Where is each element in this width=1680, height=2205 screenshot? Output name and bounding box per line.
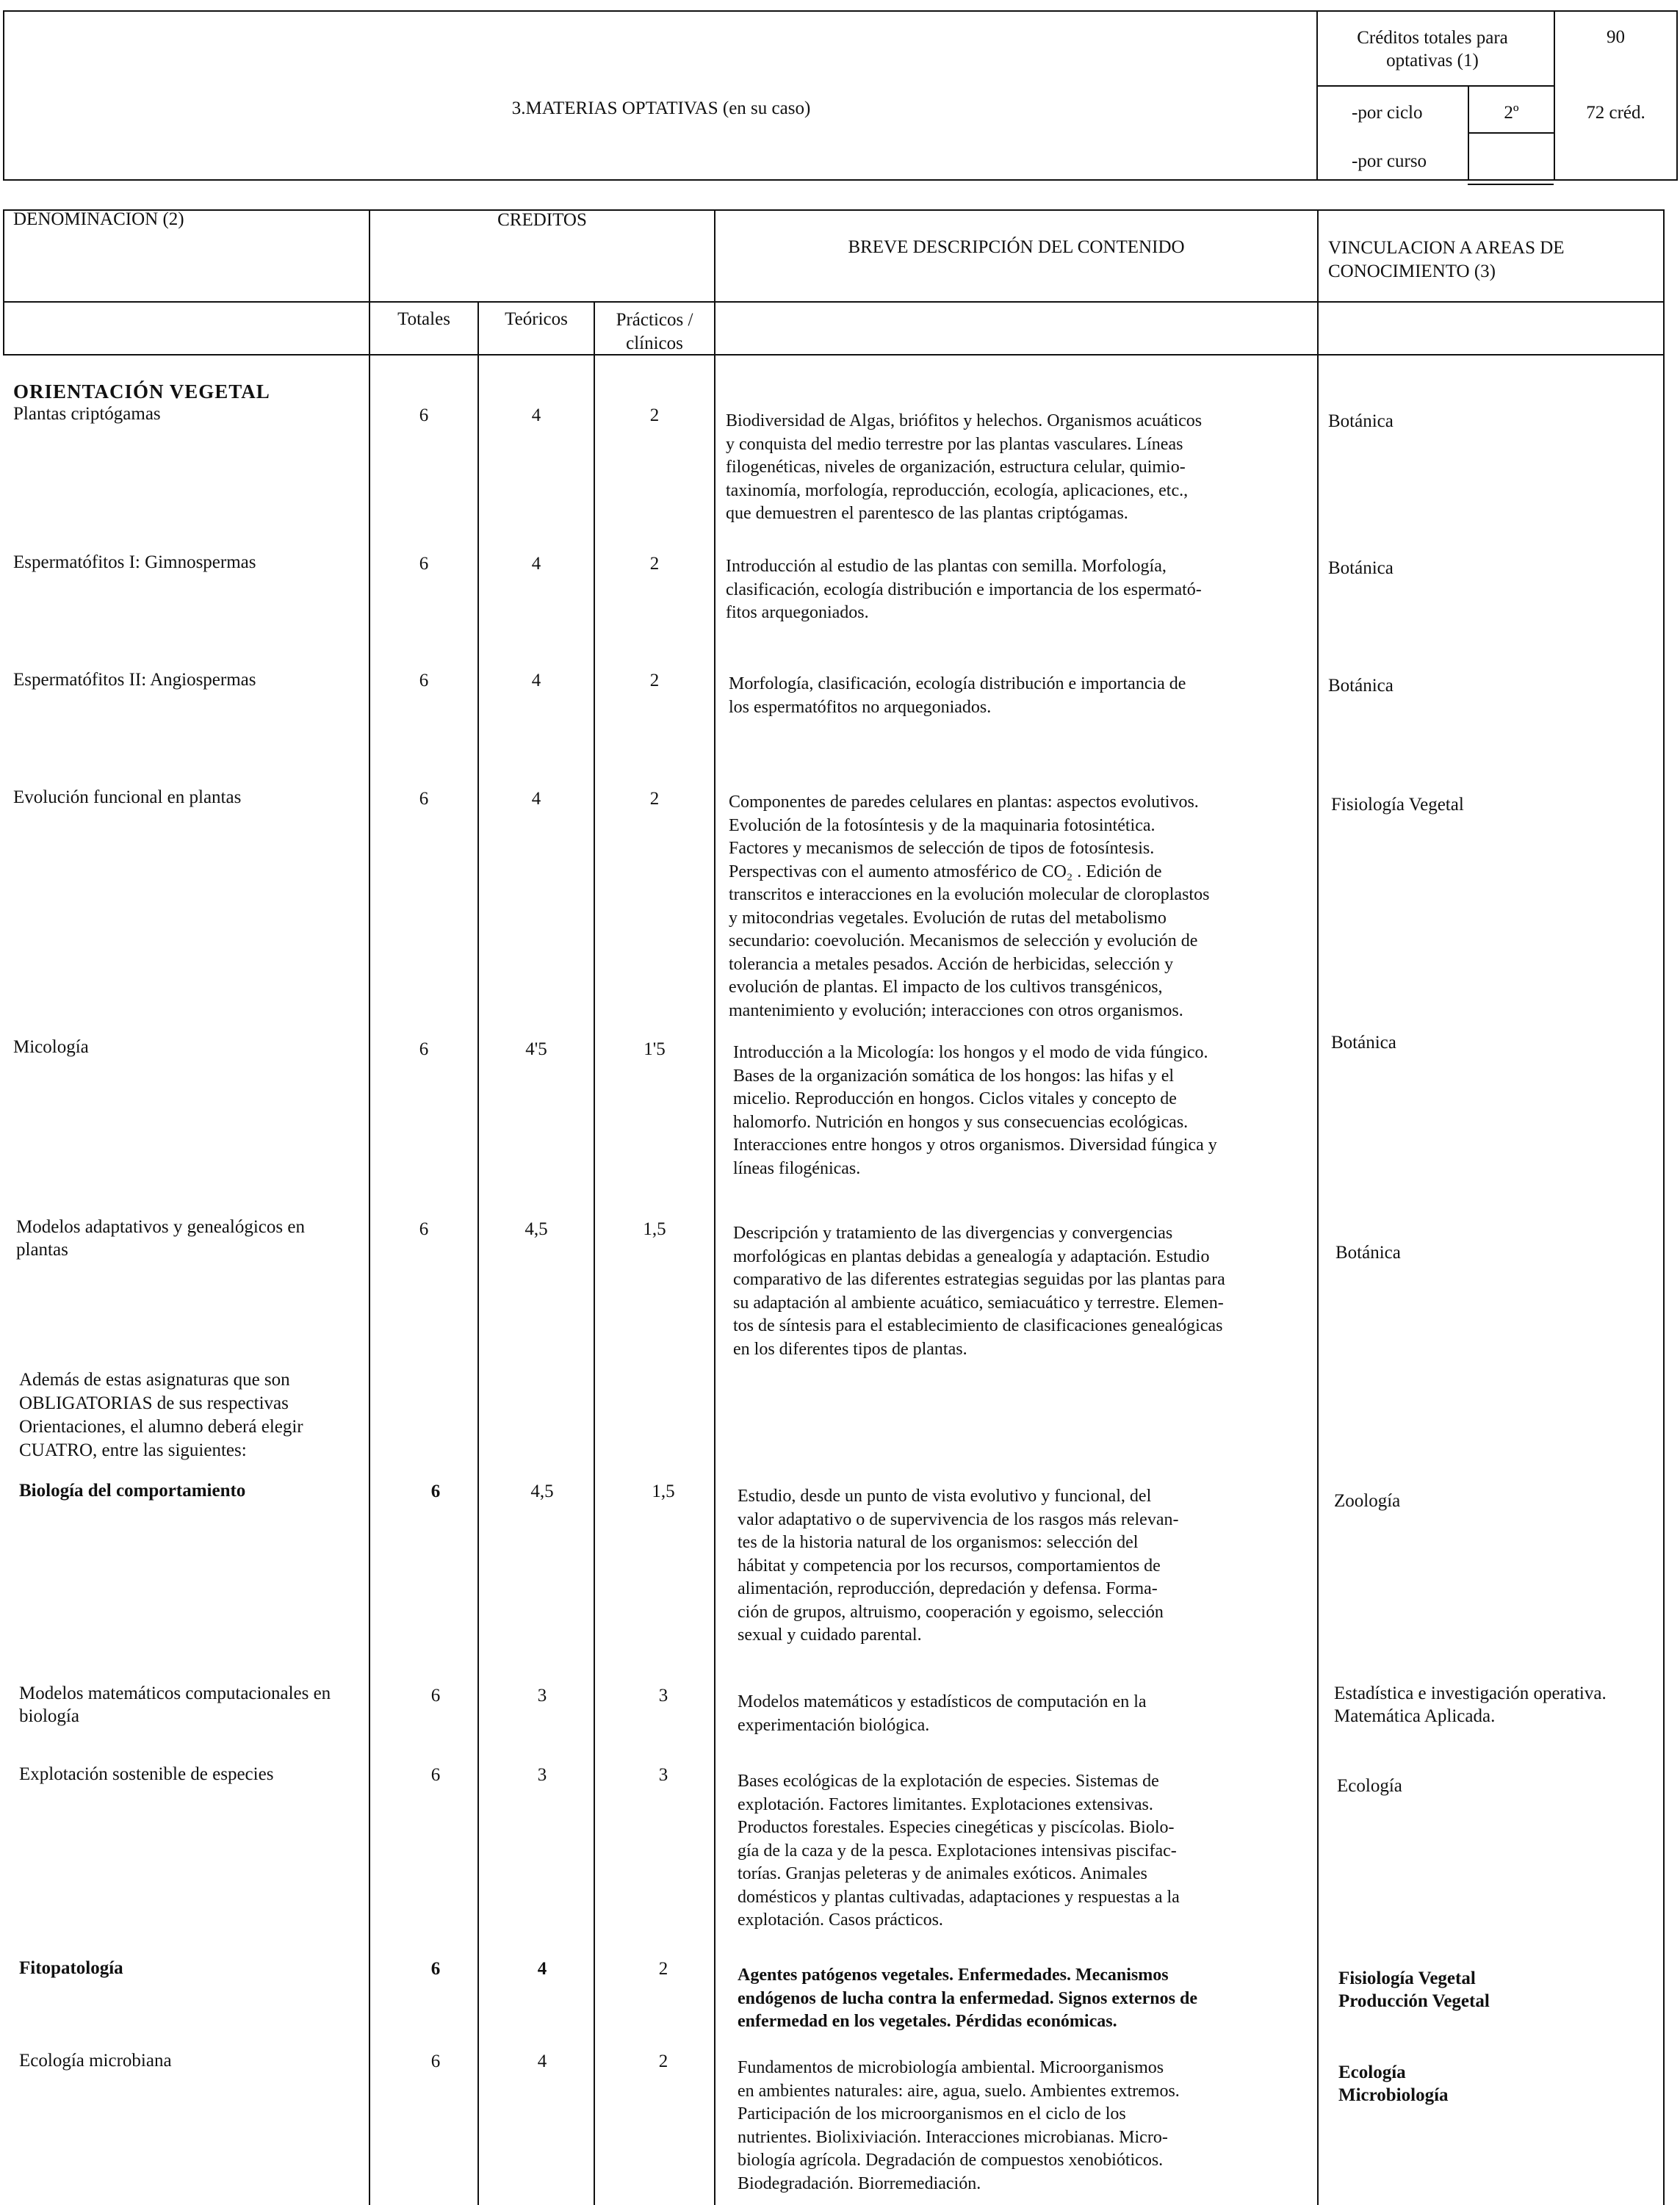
row-2-totales: 6 bbox=[419, 671, 429, 690]
row-0-practicos: 2 bbox=[649, 405, 660, 425]
row-2-descripcion: Morfología, clasificación, ecología distribución e importancia de los espermatófitos no arquegoniados. bbox=[729, 674, 1186, 717]
row-7-totales: 6 bbox=[430, 1686, 441, 1706]
row-8-practicos: 3 bbox=[658, 1765, 668, 1785]
elective-note: Además de estas asignaturas que son OBLIGATORIAS de sus respectivas Orientaciones, el alumno deberá elegir CUATRO, entre las siguientes: bbox=[19, 1370, 303, 1460]
row-5-name: Modelos adaptativos y genealógicos en plantas bbox=[16, 1217, 305, 1260]
row-4-descripcion: Introducción a la Micología: los hongos y el modo de vida fúngico. Bases de la organización somática de los hongos: las hifas y el micelio. Reproducción en hongos. Ciclos vitales y concepto de halomorfo. Nutrición en hongos y sus consecuencias ecológicas. Interacciones entre hongos y otros organismos. Diversidad fúngica y líneas filogénicas. bbox=[733, 1043, 1217, 1178]
row-1-totales: 6 bbox=[419, 554, 429, 574]
row-1-practicos: 2 bbox=[649, 554, 660, 574]
row-9-practicos: 2 bbox=[658, 1959, 668, 1979]
row-8-descripcion: Bases ecológicas de la explotación de especies. Sistemas de explotación. Factores limitantes. Explotaciones extensivas. Productos forestales. Especies cinegéticas y piscícolas. Biolo- gía de la caza y de la pesca. Explotaciones intensivas piscifac- torías. Granjas peleteras y de animales exóticos. Animales domésticos y plantas cultivadas, adaptaciones y respuestas a la explotación. Casos prácticos. bbox=[738, 1772, 1180, 1930]
row-6-name: Biología del comportamiento bbox=[19, 1481, 246, 1501]
row-5-area: Botánica bbox=[1335, 1243, 1401, 1263]
por-ciclo-value: 2º bbox=[1504, 103, 1519, 123]
row-3-area: Fisiología Vegetal bbox=[1331, 795, 1464, 815]
row-10-name: Ecología microbiana bbox=[19, 2051, 172, 2071]
por-ciclo-label: -por ciclo bbox=[1352, 103, 1423, 123]
top-header-divider-1 bbox=[1316, 10, 1318, 181]
header-teoricos: Teóricos bbox=[505, 309, 568, 329]
row-3-practicos: 2 bbox=[649, 789, 660, 809]
row-9-area: Fisiología Vegetal Producción Vegetal bbox=[1338, 1968, 1490, 2011]
row-3-name: Evolución funcional en plantas bbox=[13, 787, 242, 807]
top-header-hline-1 bbox=[1316, 85, 1554, 87]
row-7-name: Modelos matemáticos computacionales en biología bbox=[19, 1683, 331, 1726]
row-1-name: Espermatófitos I: Gimnospermas bbox=[13, 552, 256, 572]
row-7-descripcion: Modelos matemáticos y estadísticos de computación en la experimentación biológica. bbox=[738, 1692, 1147, 1735]
row-10-teoricos: 4 bbox=[537, 2051, 547, 2071]
row-0-name: Plantas criptógamas bbox=[13, 404, 161, 424]
por-ciclo-creditos: 72 créd. bbox=[1586, 103, 1645, 123]
row-10-totales: 6 bbox=[430, 2051, 441, 2071]
top-header-ciclo-divider-left bbox=[1468, 85, 1469, 181]
header-vinculacion: VINCULACION A AREAS DE CONOCIMIENTO (3) bbox=[1328, 238, 1565, 281]
row-7-area: Estadística e investigación operativa. Matemática Aplicada. bbox=[1334, 1683, 1607, 1726]
row-9-descripcion: Agentes patógenos vegetales. Enfermedades. Mecanismos endógenos de lucha contra la enfermedad. Signos externos de enfermedad en los vegetales. Pérdidas económicas. bbox=[738, 1966, 1197, 2031]
row-1-descripcion: Introducción al estudio de las plantas con semilla. Morfología, clasificación, ecología distribución e importancia de los espermató- fitos arquegoniados. bbox=[726, 557, 1202, 622]
page-title: 3.MATERIAS OPTATIVAS (en su caso) bbox=[511, 98, 811, 118]
row-3-descripcion: Componentes de paredes celulares en plantas: aspectos evolutivos. Evolución de la fotosíntesis y de la maquinaria fotosintética. Factores y mecanismos de selección de tipos de fotosíntesis. Perspectivas con el aumento atmosférico de CO₂ . Edición de transcritos e interacciones en la evolución molecular de cloroplastos y mitocondrias vegetales. Evolución de rutas del metabolismo secundario: coevolución. Mecanismos de selección y evolución de tolerancia a metales pesados. Acción de herbicidas, selección y evolución de plantas. El impacto de los cultivos transgénicos, mantenimiento y evolución; interacciones con otros organismos. bbox=[729, 793, 1210, 1020]
row-1-area: Botánica bbox=[1328, 558, 1394, 578]
row-2-practicos: 2 bbox=[649, 671, 660, 690]
header-creditos: CREDITOS bbox=[497, 210, 587, 230]
table-top-border bbox=[3, 209, 1665, 211]
header-totales: Totales bbox=[397, 309, 450, 329]
header-row-divider bbox=[3, 301, 1665, 303]
table-left-border bbox=[3, 209, 4, 354]
row-6-totales: 6 bbox=[430, 1482, 441, 1501]
col-line-teoricos bbox=[594, 301, 595, 2205]
row-0-teoricos: 4 bbox=[531, 405, 541, 425]
col-line-denominacion bbox=[369, 209, 370, 2205]
row-2-teoricos: 4 bbox=[531, 671, 541, 690]
row-5-practicos: 1,5 bbox=[643, 1219, 666, 1239]
por-curso-label: -por curso bbox=[1352, 151, 1427, 171]
row-6-practicos: 1,5 bbox=[652, 1482, 675, 1501]
header-descripcion: BREVE DESCRIPCIÓN DEL CONTENIDO bbox=[848, 237, 1185, 257]
row-9-name: Fitopatología bbox=[19, 1958, 123, 1978]
row-8-totales: 6 bbox=[430, 1765, 441, 1785]
col-line-descripcion bbox=[1317, 209, 1319, 2205]
header-denominacion: DENOMINACION (2) bbox=[13, 209, 184, 229]
row-8-name: Explotación sostenible de especies bbox=[19, 1764, 274, 1784]
row-10-descripcion: Fundamentos de microbiología ambiental. Microorganismos en ambientes naturales: aire, agua, suelo. Ambientes extremos. Participación de los microorganismos en el ciclo de los nutrientes. Biolixiviación. Interacciones microbianas. Micro- biología agrícola. Degradación de compuestos xenobióticos. Biodegradación. Biorremediación. bbox=[738, 2058, 1180, 2193]
creditos-totales-label: Créditos totales para optativas (1) bbox=[1357, 28, 1508, 71]
row-1-teoricos: 4 bbox=[531, 554, 541, 574]
row-4-name: Micología bbox=[13, 1037, 89, 1057]
header-bottom-divider bbox=[3, 354, 1665, 356]
row-6-descripcion: Estudio, desde un punto de vista evolutivo y funcional, del valor adaptativo o de supervivencia de los rasgos más relevan- tes de la historia natural de los organismos: selección del hábitat y competencia por los recursos, comportamientos de alimentación, reproducción, depredación y defensa. Forma- ción de grupos, altruismo, cooperación y egoismo, selección sexual y cuidado parental. bbox=[738, 1487, 1179, 1645]
row-8-teoricos: 3 bbox=[537, 1765, 547, 1785]
section-heading: ORIENTACIÓN VEGETAL bbox=[13, 380, 270, 403]
row-5-teoricos: 4,5 bbox=[524, 1219, 548, 1239]
row-4-teoricos: 4'5 bbox=[525, 1039, 547, 1059]
row-6-area: Zoología bbox=[1334, 1491, 1401, 1511]
row-4-totales: 6 bbox=[419, 1039, 429, 1059]
row-0-totales: 6 bbox=[419, 405, 429, 425]
row-9-totales: 6 bbox=[430, 1959, 441, 1979]
row-0-descripcion: Biodiversidad de Algas, briófitos y helechos. Organismos acuáticos y conquista del medio terrestre por las plantas vasculares. Líneas filogenéticas, niveles de organización, estructura celular, quimio- taxinomía, morfología, reproducción, ecología, aplicaciones, etc., que demuestren el parentesco de las plantas criptógamas. bbox=[726, 411, 1203, 523]
table-right-border bbox=[1663, 209, 1665, 2205]
top-header-hline-bottom-curso bbox=[1468, 184, 1554, 185]
col-line-practicos bbox=[714, 209, 715, 2205]
row-4-practicos: 1'5 bbox=[643, 1039, 666, 1059]
col-line-totales bbox=[477, 301, 479, 2205]
row-5-totales: 6 bbox=[419, 1219, 429, 1239]
row-7-teoricos: 3 bbox=[537, 1686, 547, 1706]
row-7-practicos: 3 bbox=[658, 1686, 668, 1706]
creditos-totales-value: 90 bbox=[1607, 27, 1625, 47]
row-6-teoricos: 4,5 bbox=[530, 1482, 554, 1501]
row-8-area: Ecología bbox=[1337, 1776, 1402, 1796]
row-2-area: Botánica bbox=[1328, 676, 1394, 696]
row-4-area: Botánica bbox=[1331, 1033, 1396, 1053]
header-practicos: Prácticos / clínicos bbox=[616, 310, 693, 353]
row-10-area: Ecología Microbiología bbox=[1338, 2063, 1449, 2105]
top-header-hline-2 bbox=[1468, 132, 1554, 134]
row-10-practicos: 2 bbox=[658, 2051, 668, 2071]
row-3-totales: 6 bbox=[419, 789, 429, 809]
row-3-teoricos: 4 bbox=[531, 789, 541, 809]
row-9-teoricos: 4 bbox=[537, 1959, 547, 1979]
row-2-name: Espermatófitos II: Angiospermas bbox=[13, 670, 256, 690]
row-5-descripcion: Descripción y tratamiento de las divergencias y convergencias morfológicas en plantas debidas a genealogía y adaptación. Estudio comparativo de las diferentes estrategias seguidas por las plantas para su adaptación al ambiente acuático, semiacuático y terrestre. Elemen- tos de síntesis para el establecimiento de clasificaciones genealógicas en los diferentes tipos de plantas. bbox=[733, 1224, 1225, 1359]
row-0-area: Botánica bbox=[1328, 411, 1394, 431]
